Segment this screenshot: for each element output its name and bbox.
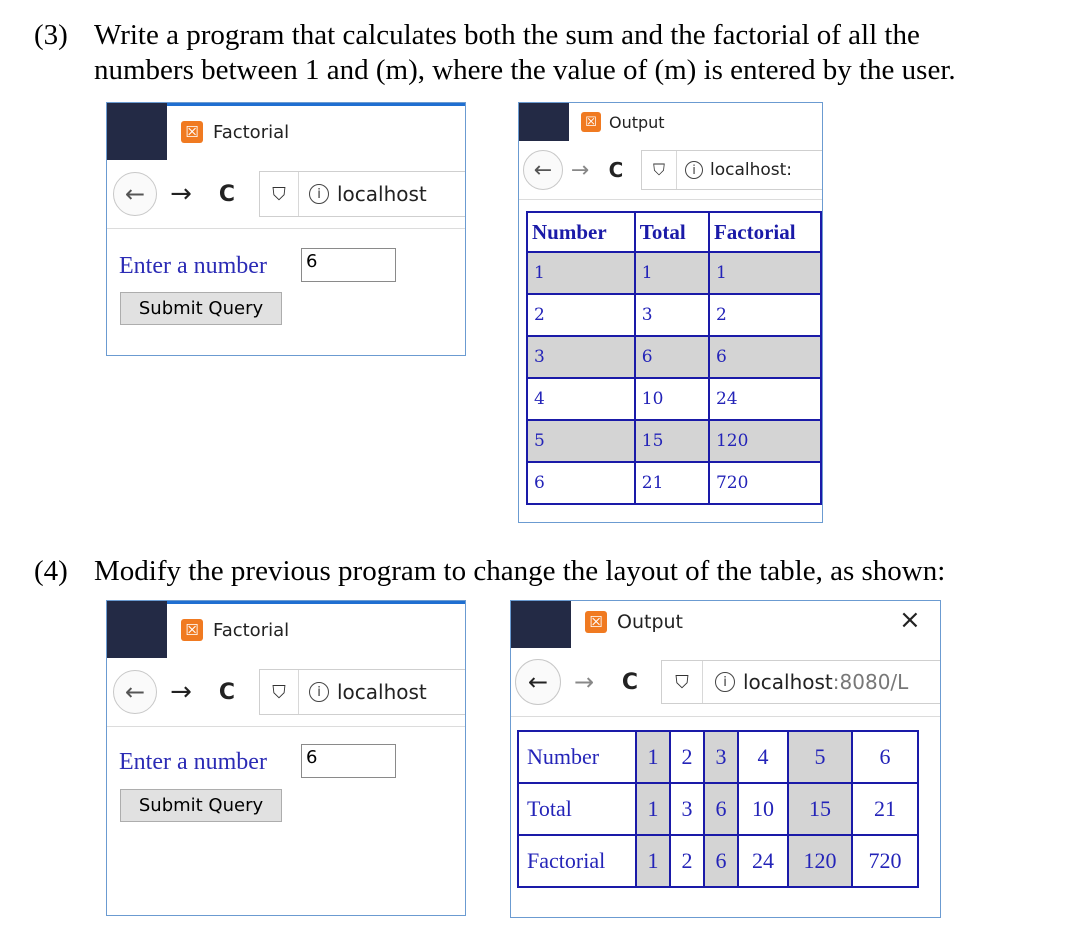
tab-title: Factorial — [213, 619, 290, 641]
table-cell: 10 — [635, 378, 709, 420]
info-icon[interactable]: i — [309, 682, 329, 702]
number-input[interactable]: 6 — [301, 248, 396, 282]
table-cell: 3 — [635, 294, 709, 336]
table-cell: 15 — [635, 420, 709, 462]
question-4 — [34, 554, 1034, 590]
back-button[interactable]: ← — [113, 172, 157, 216]
submit-query-button[interactable]: Submit Query — [120, 292, 282, 325]
reload-button[interactable]: C — [608, 158, 624, 182]
url-text: localhost: — [710, 160, 793, 180]
url-bar[interactable] — [259, 669, 465, 715]
column-header: Number — [527, 212, 635, 252]
table-cell: 6 — [704, 783, 738, 835]
question-4-number: (4) — [34, 555, 68, 587]
question-3-line-1: Write a program that calculates both the sum and the factorial of all the — [94, 19, 920, 51]
table-cell: 720 — [709, 462, 821, 504]
table-cell: 21 — [635, 462, 709, 504]
titlebar-dark-block — [107, 601, 167, 658]
table-cell: 6 — [852, 731, 918, 783]
row-label: Factorial — [518, 835, 636, 887]
output-table-vertical — [526, 211, 822, 505]
factorial-form-window-2 — [106, 600, 466, 916]
navigation-bar — [519, 141, 822, 200]
url-bar[interactable] — [259, 171, 465, 217]
shield-icon[interactable]: ⛉ — [260, 670, 299, 714]
url-bar[interactable] — [661, 660, 940, 704]
xampp-logo-icon: ☒ — [585, 611, 607, 633]
table-cell: 24 — [738, 835, 788, 887]
url-text: localhost — [337, 182, 427, 206]
info-icon[interactable]: i — [685, 161, 703, 179]
table-row — [518, 783, 918, 835]
question-3-line-2: numbers between 1 and (m), where the value of (m) is entered by the user. — [94, 54, 956, 86]
titlebar-dark-block — [519, 103, 569, 141]
back-button[interactable]: ← — [113, 670, 157, 714]
table-cell: 1 — [635, 252, 709, 294]
titlebar-dark-block — [511, 601, 571, 648]
table-cell: 24 — [709, 378, 821, 420]
info-icon[interactable]: i — [309, 184, 329, 204]
table-cell: 1 — [636, 731, 670, 783]
table-cell: 120 — [709, 420, 821, 462]
forward-button[interactable]: → — [170, 179, 192, 209]
table-cell: 2 — [670, 731, 704, 783]
table-cell: 120 — [788, 835, 852, 887]
table-row — [527, 378, 821, 420]
factorial-form-window-1 — [106, 102, 466, 356]
table-cell: 6 — [527, 462, 635, 504]
shield-icon[interactable]: ⛉ — [662, 661, 703, 703]
table-cell: 6 — [709, 336, 821, 378]
submit-query-button[interactable]: Submit Query — [120, 789, 282, 822]
shield-icon[interactable]: ⛉ — [260, 172, 299, 216]
number-input[interactable]: 6 — [301, 744, 396, 778]
xampp-logo-icon: ☒ — [181, 619, 203, 641]
output-window-2 — [510, 600, 941, 918]
table-row — [527, 420, 821, 462]
table-cell: 6 — [704, 835, 738, 887]
table-row — [527, 294, 821, 336]
navigation-bar — [107, 160, 465, 229]
table-cell: 3 — [704, 731, 738, 783]
table-cell: 1 — [636, 783, 670, 835]
table-cell: 5 — [527, 420, 635, 462]
output-table-horizontal — [517, 730, 919, 888]
table-cell: 4 — [527, 378, 635, 420]
table-cell: 3 — [670, 783, 704, 835]
url-bar[interactable] — [641, 150, 822, 190]
table-cell: 5 — [788, 731, 852, 783]
tab-title: Factorial — [213, 121, 290, 143]
xampp-logo-icon: ☒ — [581, 112, 601, 132]
table-cell: 1 — [709, 252, 821, 294]
output-window-1 — [518, 102, 823, 523]
tab-factorial[interactable] — [181, 121, 289, 143]
table-cell: 4 — [738, 731, 788, 783]
number-label: Enter a number — [119, 253, 267, 279]
close-tab-icon[interactable]: × — [899, 605, 921, 635]
table-row — [527, 336, 821, 378]
url-port-path: :8080/L — [832, 670, 909, 694]
question-3 — [34, 18, 1034, 88]
back-button[interactable]: ← — [523, 150, 563, 190]
table-cell: 6 — [635, 336, 709, 378]
question-3-number: (3) — [34, 19, 68, 51]
table-cell: 10 — [738, 783, 788, 835]
column-header: Total — [635, 212, 709, 252]
table-cell: 2 — [709, 294, 821, 336]
navigation-bar — [107, 658, 465, 727]
tab-title: Output — [617, 611, 683, 633]
table-cell: 1 — [527, 252, 635, 294]
xampp-logo-icon: ☒ — [181, 121, 203, 143]
table-cell: 2 — [670, 835, 704, 887]
url-text — [743, 670, 908, 694]
row-label: Number — [518, 731, 636, 783]
url-host: localhost — [743, 670, 833, 694]
titlebar-dark-block — [107, 103, 167, 160]
forward-button[interactable]: → — [573, 668, 595, 696]
tab-factorial[interactable] — [181, 619, 289, 641]
tab-output[interactable] — [585, 611, 683, 633]
navigation-bar — [511, 648, 940, 717]
reload-button[interactable]: C — [218, 181, 236, 207]
forward-button[interactable]: → — [570, 157, 590, 183]
tab-output[interactable] — [581, 112, 665, 132]
info-icon[interactable]: i — [715, 672, 735, 692]
back-button[interactable]: ← — [515, 659, 561, 705]
question-4-line-1: Modify the previous program to change the layout of the table, as shown: — [94, 555, 946, 587]
table-row — [518, 731, 918, 783]
table-row — [527, 462, 821, 504]
table-cell: 21 — [852, 783, 918, 835]
table-cell: 720 — [852, 835, 918, 887]
table-cell: 2 — [527, 294, 635, 336]
table-header-row — [527, 212, 821, 252]
table-cell: 1 — [636, 835, 670, 887]
tab-title: Output — [609, 112, 665, 132]
table-row — [518, 835, 918, 887]
shield-icon[interactable]: ⛉ — [642, 151, 677, 189]
column-header: Factorial — [709, 212, 821, 252]
reload-button[interactable]: C — [621, 669, 639, 695]
table-cell: 15 — [788, 783, 852, 835]
forward-button[interactable]: → — [170, 677, 192, 707]
reload-button[interactable]: C — [218, 679, 236, 705]
row-label: Total — [518, 783, 636, 835]
url-text: localhost — [337, 680, 427, 704]
table-cell: 3 — [527, 336, 635, 378]
table-row — [527, 252, 821, 294]
number-label: Enter a number — [119, 749, 267, 775]
